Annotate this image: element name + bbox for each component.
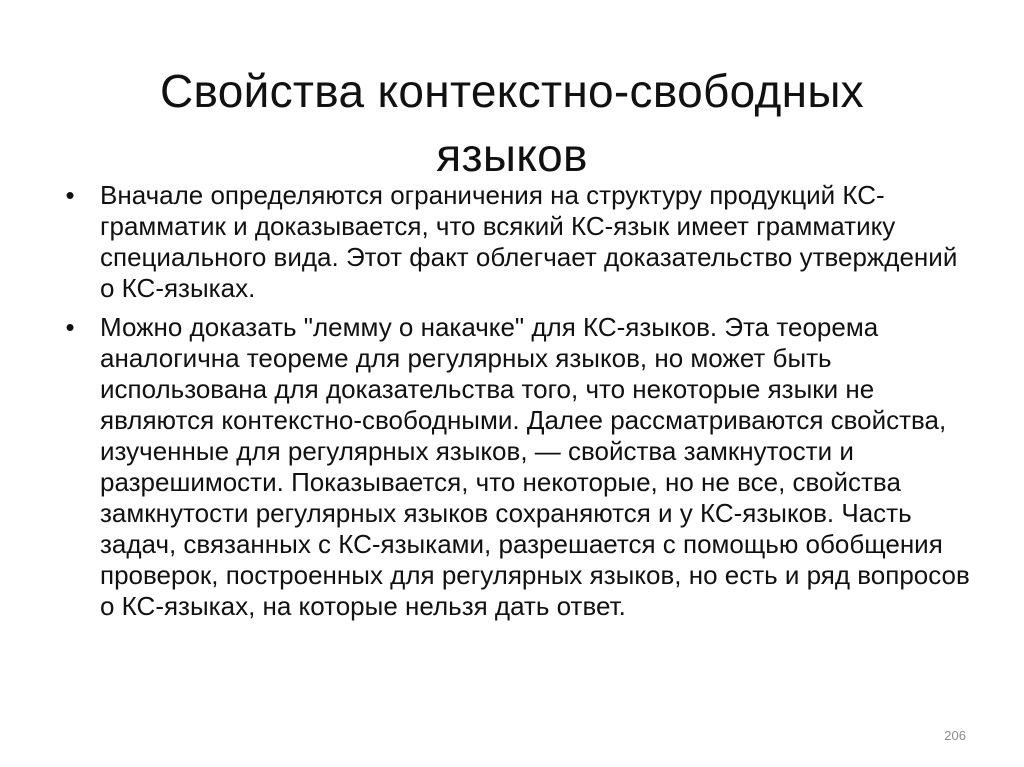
- page-number: 206: [944, 728, 966, 743]
- slide-title: [60, 59, 964, 187]
- bullet-marker: •: [65, 312, 75, 342]
- bullet-item-1: [60, 180, 970, 304]
- slide-title-line-1: Свойства контекстно-свободных: [160, 64, 864, 117]
- bullet-text: Можно доказать "лемму о накачке" для КС-языков. Эта теорема аналогична теореме для регулярных языков, но может быть использована для доказательства того, что некоторые языки не являются контекстно-свободными. Далее рассматриваются свойства, изученные для регулярных языков, — свойства замкнутости и разрешимости. Показывается, что некоторые, но не все, свойства замкнутости регулярных языков сохраняются и у КС-языков. Часть задач, связанных с КС-языками, разрешается с помощью обобщения проверок, построенных для регулярных языков, но есть и ряд вопросов о КС-языках, на которые нельзя дать ответ.: [100, 312, 970, 621]
- slide-title-line-2: языков: [436, 128, 588, 181]
- bullet-item-2: [60, 312, 970, 622]
- bullet-text: Вначале определяются ограничения на структуру продукций КС-грамматик и доказывается, что всякий КС-язык имеет грамматику специального вида. Этот факт облегчает доказательство утверждений о КС-языках.: [100, 180, 958, 303]
- bullet-list: [60, 180, 970, 630]
- bullet-marker: •: [65, 180, 75, 210]
